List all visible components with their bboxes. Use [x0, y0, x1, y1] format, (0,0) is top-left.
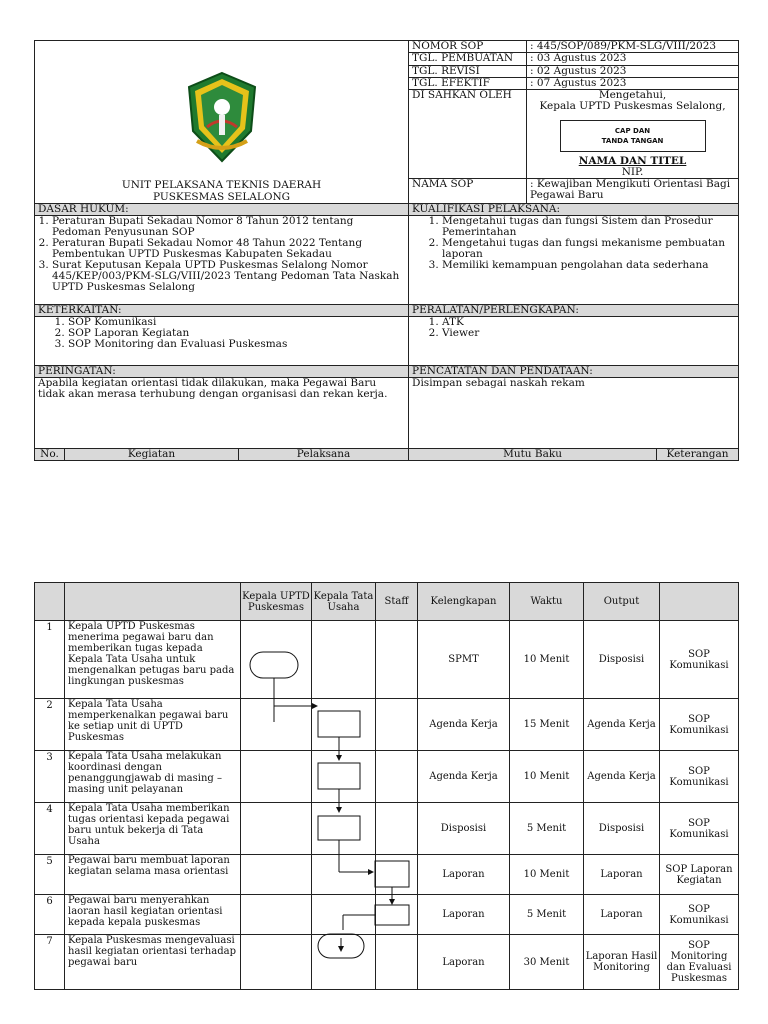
- row-output: Agenda Kerja: [584, 751, 660, 803]
- row-output: Disposisi: [584, 803, 660, 855]
- keterkaitan-title: KETERKAITAN:: [35, 305, 409, 317]
- dasar-hukum-list-cell: [35, 216, 409, 305]
- regency-logo-icon: [185, 71, 259, 165]
- row-kegiatan: Kepala Tata Usaha memperkenalkan pegawai baru ke setiap unit di UPTD Puskesmas: [65, 699, 241, 751]
- kepala-text: Kepala UPTD Puskesmas Selalong,: [539, 100, 726, 112]
- keterkaitan-list-cell: [35, 317, 409, 366]
- footer-col-pelaksana: Pelaksana: [239, 449, 409, 461]
- sop-header-table: [34, 40, 739, 461]
- table-row: [35, 855, 739, 895]
- peralatan-list-cell: [409, 317, 739, 366]
- lane-cell: [241, 803, 312, 855]
- row-keterangan: SOP Komunikasi: [660, 751, 739, 803]
- footer-col-kegiatan: Kegiatan: [65, 449, 239, 461]
- dasar-hukum-item: 1. Peraturan Bupati Sekadau Nomor 8 Tahun 2012 tentang Pedoman Penyusunan SOP: [52, 216, 405, 238]
- row-no: 1: [35, 621, 65, 699]
- lane-cell: [241, 895, 312, 935]
- row-waktu: 15 Menit: [510, 699, 584, 751]
- lane-cell: [312, 621, 376, 699]
- stamp-box: [560, 120, 706, 152]
- flow-header-keterangan: [660, 583, 739, 621]
- row-waktu: 10 Menit: [510, 621, 584, 699]
- unit-name-line2: PUSKESMAS SELALONG: [152, 191, 291, 203]
- row-kelengkapan: Laporan: [418, 855, 510, 895]
- tgl-revisi-label: TGL. REVISI: [409, 65, 527, 77]
- row-no: 7: [35, 935, 65, 990]
- unit-name-line1: UNIT PELAKSANA TEKNIS DAERAH: [121, 179, 322, 191]
- row-keterangan: SOP Komunikasi: [660, 803, 739, 855]
- row-kelengkapan: Disposisi: [418, 803, 510, 855]
- kualifikasi-list-cell: [409, 216, 739, 305]
- lane-cell: [376, 895, 418, 935]
- nama-titel: NAMA DAN TITEL: [578, 155, 687, 167]
- nama-sop-value: : Kewajiban Mengikuti Orientasi Bagi Pegawai Baru: [527, 179, 739, 204]
- flow-header-staff: Staff: [376, 583, 418, 621]
- row-kegiatan: Kepala Puskesmas mengevaluasi hasil kegiatan orientasi terhadap pegawai baru: [65, 935, 241, 990]
- dasar-hukum-item: 2. Peraturan Bupati Sekadau Nomor 48 Tahun 2022 Tentang Pembentukan UPTD Puskesmas Kabupaten Sekadau: [52, 238, 405, 260]
- row-kegiatan: Pegawai baru membuat laporan kegiatan selama masa orientasi: [65, 855, 241, 895]
- lane-cell: [241, 751, 312, 803]
- row-kelengkapan: Laporan: [418, 935, 510, 990]
- row-no: 4: [35, 803, 65, 855]
- kualifikasi-item: 3. Memiliki kemampuan pengolahan data sederhana: [442, 260, 735, 271]
- flow-header-waktu: Waktu: [510, 583, 584, 621]
- flow-header-output: Output: [584, 583, 660, 621]
- footer-col-group: [409, 449, 739, 461]
- row-output: Laporan Hasil Monitoring: [584, 935, 660, 990]
- flow-header-kelengkapan: Kelengkapan: [418, 583, 510, 621]
- row-output: Disposisi: [584, 621, 660, 699]
- flow-header-no: [35, 583, 65, 621]
- approval-cell: [527, 90, 739, 179]
- stamp-line1: CAP DAN: [614, 127, 651, 135]
- row-kegiatan: Kepala Tata Usaha memberikan tugas orientasi kepada pegawai baru untuk bekerja di Tata Usaha: [65, 803, 241, 855]
- row-waktu: 30 Menit: [510, 935, 584, 990]
- tgl-pembuatan-value: : 03 Agustus 2023: [527, 53, 739, 65]
- footer-col-mutu: Mutu Baku: [409, 449, 657, 460]
- lane-cell: [241, 699, 312, 751]
- footer-col-no: No.: [35, 449, 65, 461]
- peralatan-item: 1. ATK: [442, 317, 735, 328]
- row-keterangan: SOP Komunikasi: [660, 895, 739, 935]
- row-waktu: 5 Menit: [510, 803, 584, 855]
- row-kelengkapan: Agenda Kerja: [418, 699, 510, 751]
- row-kelengkapan: Laporan: [418, 895, 510, 935]
- lane-cell: [376, 621, 418, 699]
- tgl-efektif-value: : 07 Agustus 2023: [527, 77, 739, 89]
- lane-cell: [312, 803, 376, 855]
- pencatatan-title: PENCATATAN DAN PENDATAAN:: [409, 366, 739, 378]
- peralatan-item: 2. Viewer: [442, 328, 735, 339]
- keterkaitan-item: 2. SOP Laporan Kegiatan: [68, 328, 405, 339]
- row-waktu: 10 Menit: [510, 751, 584, 803]
- lane-cell: [312, 855, 376, 895]
- row-keterangan: SOP Komunikasi: [660, 699, 739, 751]
- kualifikasi-item: 2. Mengetahui tugas dan fungsi mekanisme pembuatan laporan: [442, 238, 735, 260]
- pencatatan-text: Disimpan sebagai naskah rekam: [409, 378, 739, 449]
- lane-cell: [312, 751, 376, 803]
- keterkaitan-item: 1. SOP Komunikasi: [68, 317, 405, 328]
- peringatan-title: PERINGATAN:: [35, 366, 409, 378]
- dasar-hukum-item: 3. Surat Keputusan Kepala UPTD Puskesmas Selalong Nomor 445/KEP/003/PKM-SLG/VIII/2023 Tentang Pedoman Tata Naskah UPTD Puskesmas Selalong: [52, 260, 405, 293]
- row-output: Laporan: [584, 895, 660, 935]
- flow-header-kepala-tu: Kepala Tata Usaha: [312, 583, 376, 621]
- stamp-line2: TANDA TANGAN: [601, 137, 664, 145]
- row-kegiatan: Pegawai baru menyerahkan laoran hasil kegiatan orientasi kepada kepala puskesmas: [65, 895, 241, 935]
- row-kelengkapan: SPMT: [418, 621, 510, 699]
- row-kegiatan: Kepala UPTD Puskesmas menerima pegawai baru dan memberikan tugas kepada Kepala Tata Usaha untuk mengenalkan petugas baru pada lingkungan puskesmas: [65, 621, 241, 699]
- lane-cell: [312, 935, 376, 990]
- tgl-efektif-label: TGL. EFEKTIF: [409, 77, 527, 89]
- kualifikasi-title: KUALIFIKASI PELAKSANA:: [409, 204, 739, 216]
- disahkan-label: DI SAHKAN OLEH: [409, 90, 527, 179]
- lane-cell: [241, 855, 312, 895]
- lane-cell: [312, 895, 376, 935]
- table-row: [35, 751, 739, 803]
- flow-header-kepala-uptd: Kepala UPTD Puskesmas: [241, 583, 312, 621]
- row-keterangan: SOP Komunikasi: [660, 621, 739, 699]
- lane-cell: [241, 935, 312, 990]
- row-no: 6: [35, 895, 65, 935]
- mengetahui-text: Mengetahui,: [598, 89, 667, 101]
- lane-cell: [376, 935, 418, 990]
- lane-cell: [312, 699, 376, 751]
- row-keterangan: SOP Laporan Kegiatan: [660, 855, 739, 895]
- dasar-hukum-title: DASAR HUKUM:: [35, 204, 409, 216]
- lane-cell: [376, 855, 418, 895]
- table-row: [35, 803, 739, 855]
- nomor-sop-value: : 445/SOP/089/PKM-SLG/VIII/2023: [527, 41, 739, 53]
- table-row: [35, 699, 739, 751]
- row-no: 5: [35, 855, 65, 895]
- tgl-revisi-value: : 02 Agustus 2023: [527, 65, 739, 77]
- row-kelengkapan: Agenda Kerja: [418, 751, 510, 803]
- table-row: [35, 621, 739, 699]
- row-no: 3: [35, 751, 65, 803]
- kualifikasi-item: 1. Mengetahui tugas dan fungsi Sistem dan Prosedur Pemerintahan: [442, 216, 735, 238]
- lane-cell: [376, 699, 418, 751]
- peralatan-title: PERALATAN/PERLENGKAPAN:: [409, 305, 739, 317]
- flow-table: [34, 582, 739, 990]
- row-output: Agenda Kerja: [584, 699, 660, 751]
- lane-cell: [376, 751, 418, 803]
- nomor-sop-label: NOMOR SOP: [409, 41, 527, 53]
- peringatan-text: Apabila kegiatan orientasi tidak dilakukan, maka Pegawai Baru tidak akan merasa terhubung dengan organisasi dan rekan kerja.: [35, 378, 409, 449]
- row-waktu: 10 Menit: [510, 855, 584, 895]
- keterkaitan-item: 3. SOP Monitoring dan Evaluasi Puskesmas: [68, 339, 405, 350]
- row-kegiatan: Kepala Tata Usaha melakukan koordinasi dengan penanggungjawab di masing – masing unit pelayanan: [65, 751, 241, 803]
- logo-cell: [35, 41, 409, 204]
- table-row: [35, 895, 739, 935]
- row-keterangan: SOP Monitoring dan Evaluasi Puskesmas: [660, 935, 739, 990]
- table-row: [35, 935, 739, 990]
- lane-cell: [376, 803, 418, 855]
- footer-col-keterangan: Keterangan: [666, 448, 729, 460]
- flow-header-kegiatan: [65, 583, 241, 621]
- tgl-pembuatan-label: TGL. PEMBUATAN: [409, 53, 527, 65]
- nama-sop-label: NAMA SOP: [409, 179, 527, 204]
- row-waktu: 5 Menit: [510, 895, 584, 935]
- row-output: Laporan: [584, 855, 660, 895]
- nip-text: NIP.: [621, 166, 644, 178]
- lane-cell: [241, 621, 312, 699]
- row-no: 2: [35, 699, 65, 751]
